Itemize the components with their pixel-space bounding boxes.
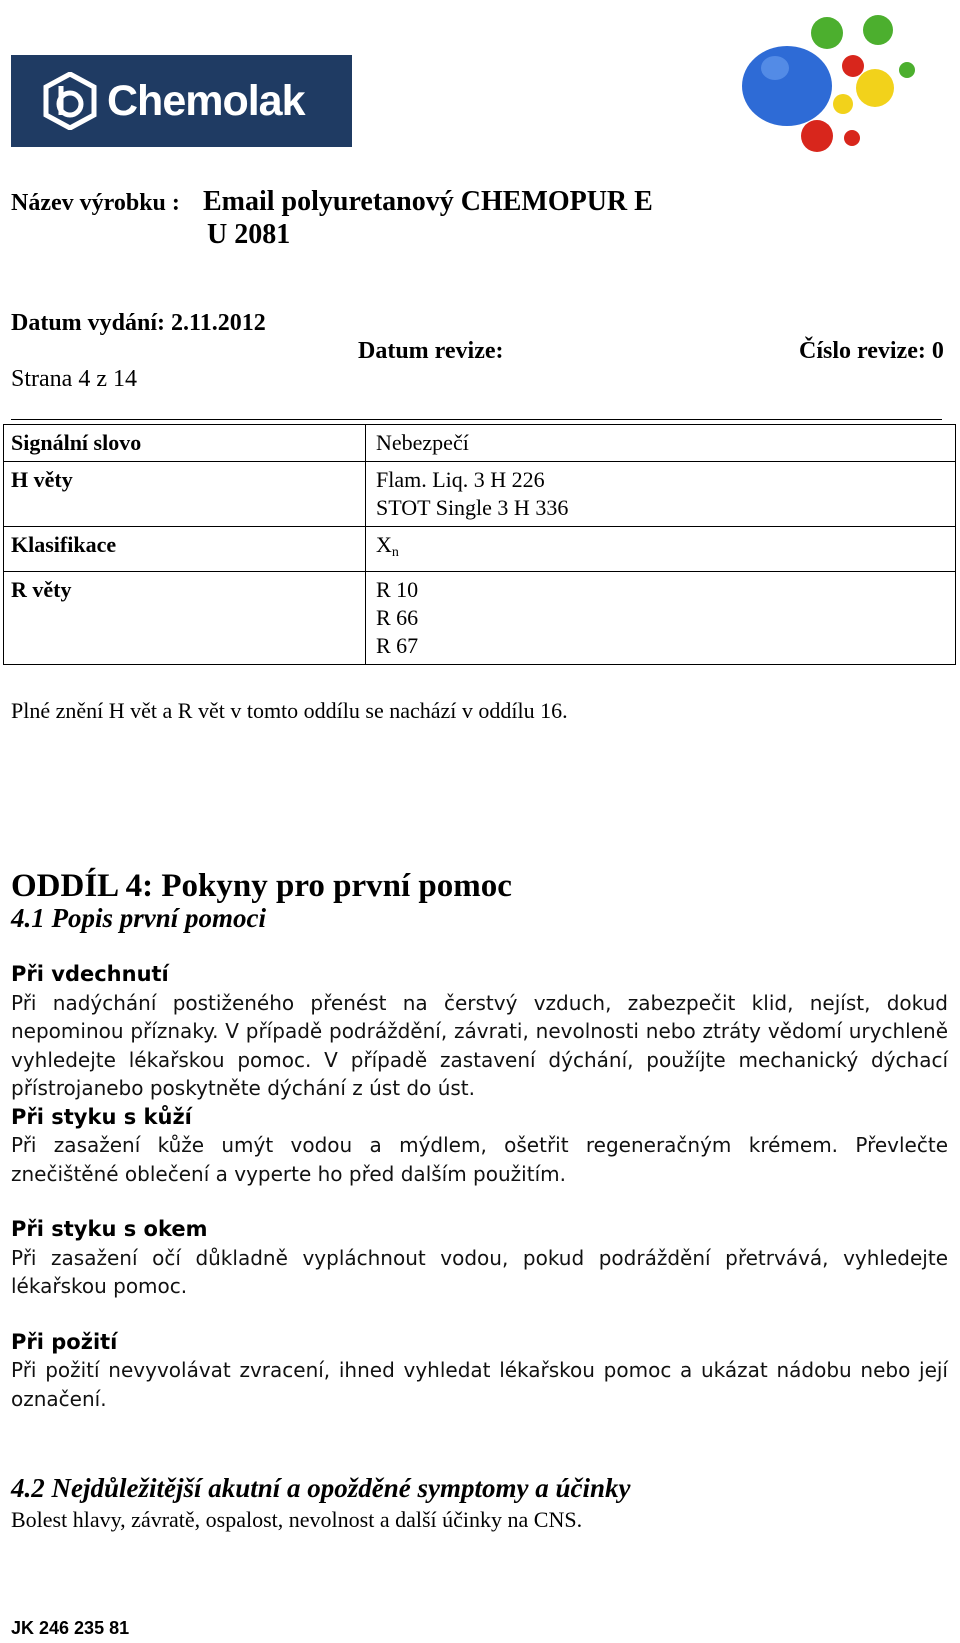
ingestion-text: Při požití nevyvolávat zvracení, ihned vyhledat lékařskou pomoc a ukázat nádobu nebo její označení. [11, 1358, 948, 1411]
subsection-4-1: 4.1 Popis první pomoci [11, 903, 266, 933]
classification-subscript: n [391, 545, 399, 560]
product-label: Název výrobku : [11, 190, 180, 216]
h-statement: Flam. Liq. 3 H 226 [376, 467, 545, 492]
first-aid-block [11, 960, 948, 1413]
table-row [4, 527, 956, 572]
table-row [4, 572, 956, 665]
eye-heading: Při styku s okem [11, 1217, 208, 1241]
footer-code: JK 246 235 81 [11, 1618, 130, 1638]
inhalation-heading: Při vdechnutí [11, 962, 169, 986]
r-statement: R 67 [376, 633, 419, 658]
table-row [4, 425, 956, 462]
ingestion-heading: Při požití [11, 1329, 118, 1354]
product-name-line2: U 2081 [207, 219, 291, 250]
hazard-table [3, 424, 956, 665]
subsection-4-2: 4.2 Nejdůležitější akutní a opožděné symptomy a účinky [11, 1473, 631, 1503]
full-text-note: Plné znění H vět a R vět v tomto oddílu se nachází v oddílu 16. [11, 698, 568, 723]
revision-number: Číslo revize: 0 [799, 338, 944, 364]
eye-text: Při zasažení očí důkladně vypláchnout vodou, pokud podráždění přetrvává, vyhledejte lékařskou pomoc. [11, 1245, 948, 1298]
table-value [366, 462, 956, 527]
issue-date: Datum vydání: 2.11.2012 [11, 310, 266, 336]
section-title: ODDÍL 4: Pokyny pro první pomoc [11, 868, 512, 904]
table-value [366, 527, 956, 572]
table-row [4, 462, 956, 527]
logo-brand-text: Chemolak [107, 76, 305, 125]
chemolak-hexagon-icon [41, 72, 99, 130]
chemolak-logo [11, 55, 352, 147]
skin-text: Při zasažení kůže umýt vodou a mýdlem, ošetřit regeneračným krémem. Převlečte znečištěné oblečení a vyperte ho před dalším použitím. [11, 1133, 948, 1186]
revision-date: Datum revize: [358, 338, 504, 364]
h-statement: STOT Single 3 H 336 [376, 495, 569, 520]
table-key: Klasifikace [4, 527, 366, 572]
page-number: Strana 4 z 14 [11, 366, 137, 392]
table-key: H věty [4, 462, 366, 527]
r-statement: R 10 [376, 577, 419, 602]
skin-heading: Při styku s kůží [11, 1104, 192, 1129]
symptoms-text: Bolest hlavy, závratě, ospalost, nevolnost a další účinky na CNS. [11, 1507, 583, 1532]
table-key: R věty [4, 572, 366, 665]
product-name-line1: Email polyuretanový CHEMOPUR E [203, 186, 653, 217]
inhalation-text: Při nadýchání postiženého přenést na čerstvý vzduch, zabezpečit klid, nejíst, dokud nepominou příznaky. V případě podráždění, závrati, nevolnosti nebo ztráty vědomí urychleně vyhledejte lékařskou pomoc. V případě zastavení dýchání, použíjte mechanický dýchací přístrojanebo poskytněte dýchání z úst do úst. [11, 990, 948, 1100]
paint-drops-icon [735, 8, 930, 158]
r-statement: R 66 [376, 605, 419, 630]
classification-symbol: X [376, 532, 392, 557]
table-key: Signální slovo [4, 425, 366, 462]
table-value [366, 572, 956, 665]
table-value: Nebezpečí [366, 425, 956, 462]
header-divider [11, 419, 942, 420]
